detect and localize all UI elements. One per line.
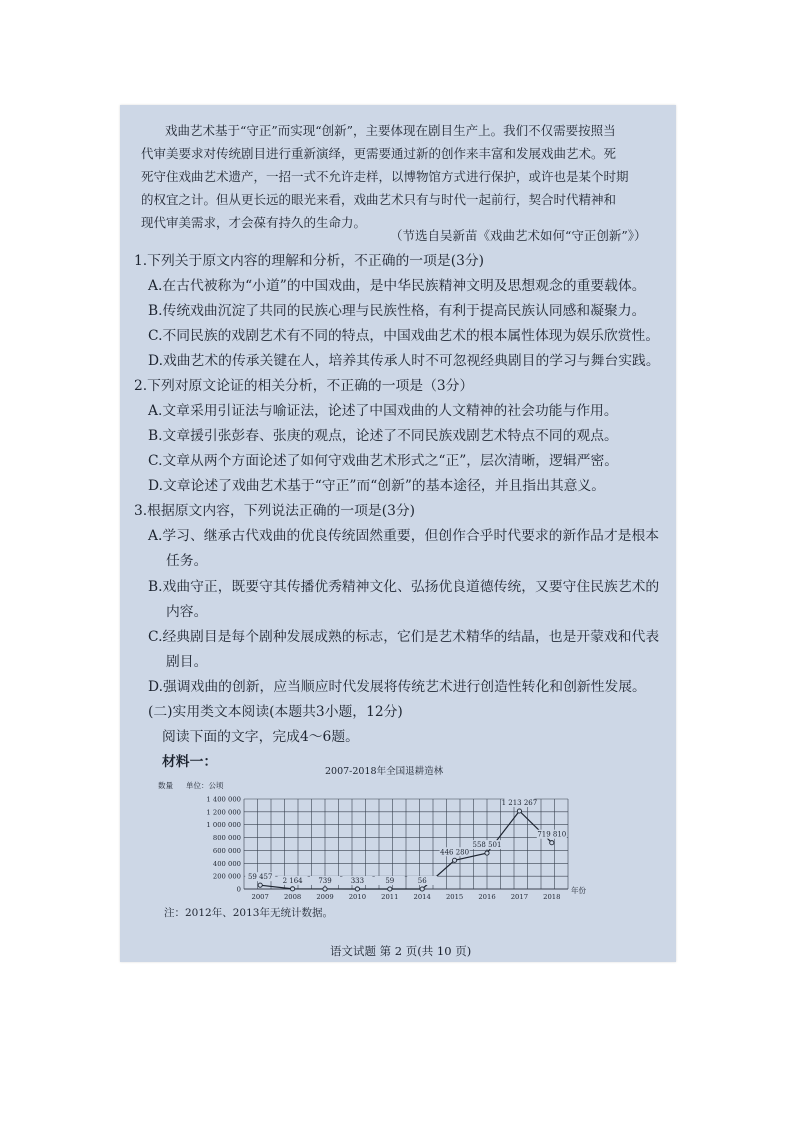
material-label: 材料一：	[162, 754, 218, 770]
data-point	[453, 858, 457, 862]
question-option: A.文章采用引证法与喻证法，论述了中国戏曲的人文精神的社会功能与作用。	[148, 403, 618, 419]
question-option: B.文章援引张彭春、张庚的观点，论述了不同民族戏剧艺术特点不同的观点。	[148, 428, 618, 444]
data-point	[323, 887, 327, 891]
data-label: 2 164	[282, 876, 303, 885]
y-tick-label: 1 200 000	[206, 808, 241, 817]
question-stem: 2.下列对原文论证的相关分析，不正确的一项是（3分）	[134, 378, 474, 394]
x-tick-label: 2018	[543, 893, 561, 901]
question-option-continued: 剧目。	[166, 654, 208, 670]
data-point	[485, 851, 489, 855]
section-instruction: 阅读下面的文字，完成4～6题。	[162, 729, 359, 745]
y-tick-label: 800 000	[212, 834, 241, 843]
x-tick-label: 2008	[283, 893, 302, 901]
data-label: 739	[318, 876, 332, 885]
data-point	[388, 887, 392, 891]
question-option: B.传统戏曲沉淀了共同的民族心理与民族性格，有利于提高民族认同感和凝聚力。	[148, 303, 646, 319]
passage-line: 代审美要求对传统剧目进行重新演绎，更需要通过新的创作来丰富和发展戏曲艺术。死	[141, 146, 617, 161]
y-axis-label: 数量	[158, 781, 173, 790]
passage-line: 戏曲艺术基于“守正”而实现“创新”，主要体现在剧目生产上。我们不仅需要按照当	[165, 123, 616, 138]
chart-title: 2007-2018年全国退耕造林	[325, 766, 444, 777]
data-label: 59	[385, 876, 395, 885]
x-tick-labels	[252, 893, 561, 901]
y-tick-label: 0	[236, 885, 241, 894]
question-option: C.不同民族的戏剧艺术有不同的特点，中国戏曲艺术的根本属性体现为娱乐欣赏性。	[148, 328, 660, 344]
passage-source: （节选自吴新苗《戏曲艺术如何“守正创新”》）	[390, 228, 647, 243]
question-option: D.文章论述了戏曲艺术基于“守正”而“创新”的基本途径，并且指出其意义。	[148, 478, 606, 494]
passage-line: 死守住戏曲艺术遗产，一招一式不允许走样，以博物馆方式进行保护，或许也是某个时期	[141, 169, 629, 184]
question-stem: 3.根据原文内容，下列说法正确的一项是(3分)	[134, 503, 416, 519]
y-tick-labels	[206, 796, 241, 894]
question-option: B.戏曲守正，既要守其传播优秀精神文化、弘扬优良道德传统，又要守住民族艺术的	[148, 579, 660, 595]
y-tick-label: 400 000	[212, 859, 241, 868]
x-tick-label: 2015	[445, 893, 464, 901]
data-point	[517, 809, 521, 813]
question-option-continued: 内容。	[166, 604, 208, 620]
section-heading: (二)实用类文本阅读(本题共3小题，12分)	[148, 704, 403, 720]
data-label: 56	[417, 876, 427, 885]
question-option: C.文章从两个方面论述了如何守戏曲艺术形式之“正”，层次清晰，逻辑严密。	[148, 453, 619, 469]
question-stem: 1.下列关于原文内容的理解和分析，不正确的一项是(3分)	[134, 253, 485, 269]
page-footer: 语文试题 第 2 页(共 10 页)	[330, 944, 472, 958]
x-tick-label: 2016	[478, 893, 496, 901]
question-option: C.经典剧目是每个剧种发展成熟的标志，它们是艺术精华的结晶，也是开蒙戏和代表	[148, 629, 660, 645]
exam-page	[120, 105, 676, 962]
question-option: A.在古代被称为“小道”的中国戏曲，是中华民族精神文明及思想观念的重要载体。	[148, 278, 646, 294]
x-tick-label: 2014	[413, 893, 431, 901]
passage-line: 的权宜之计。但从更长远的眼光来看，戏曲艺术只有与时代一起前行，契合时代精神和	[141, 192, 617, 207]
question-option: D.戏曲艺术的传承关键在人，培养其传承人时不可忽视经典剧目的学习与舞台实践。	[148, 353, 660, 369]
line-chart	[158, 775, 648, 905]
y-tick-label: 200 000	[212, 872, 241, 881]
y-tick-label: 600 000	[212, 846, 241, 855]
data-label: 446 280	[440, 848, 470, 857]
x-tick-label: 2009	[316, 893, 334, 901]
y-tick-label: 1 400 000	[206, 795, 241, 804]
x-tick-label: 2007	[251, 893, 269, 901]
x-tick-label: 2017	[510, 893, 529, 901]
question-option: A.学习、继承古代戏曲的优良传统固然重要，但创作合乎时代要求的新作品才是根本	[148, 528, 660, 544]
data-label: 59 457	[247, 873, 273, 882]
data-point	[258, 883, 262, 887]
x-axis-label: 年份	[571, 886, 586, 895]
chart-note: 注：2012年、2013年无统计数据。	[164, 907, 333, 919]
data-label: 719 810	[537, 830, 567, 839]
data-point	[550, 841, 554, 845]
y-tick-label: 1 000 000	[206, 821, 241, 830]
x-tick-label: 2010	[348, 893, 367, 901]
data-label: 333	[350, 876, 365, 885]
y-axis-unit: 单位：公顷	[186, 781, 224, 790]
data-point	[420, 887, 424, 891]
passage-line: 现代审美需求，才会葆有持久的生命力。	[141, 215, 367, 230]
data-label: 558 501	[472, 841, 502, 850]
data-label: 1 213 267	[501, 799, 538, 808]
question-option-continued: 任务。	[166, 553, 208, 569]
data-point	[355, 887, 359, 891]
question-option: D.强调戏曲的创新，应当顺应时代发展将传统艺术进行创造性转化和创新性发展。	[148, 679, 646, 695]
x-tick-label: 2011	[381, 893, 399, 901]
data-point	[291, 887, 295, 891]
